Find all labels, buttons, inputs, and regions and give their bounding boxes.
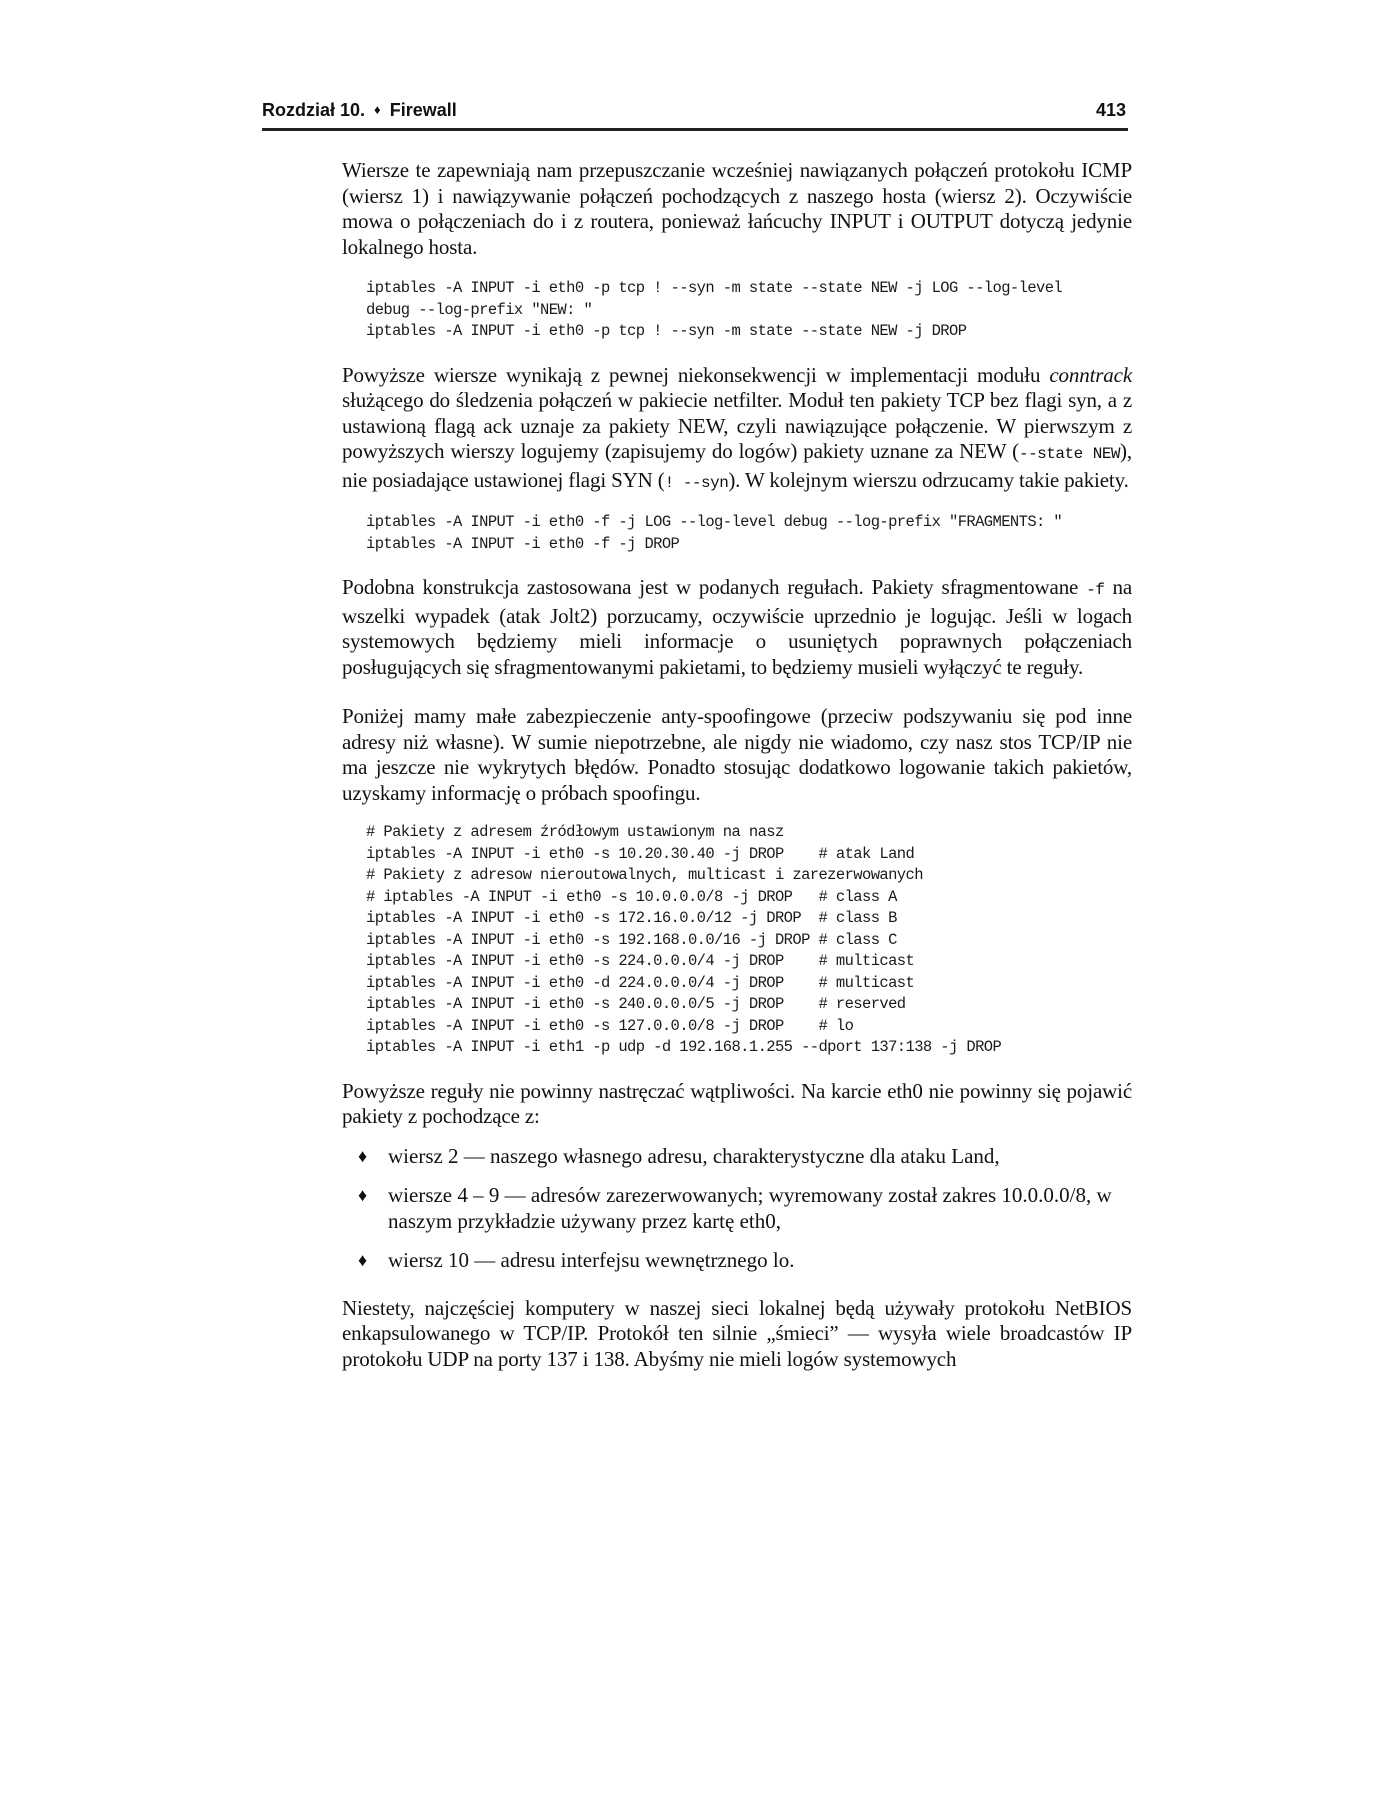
paragraph-2-text-c: ), nie posiadające ustawionej flagi SYN ( (342, 439, 1132, 492)
paragraph-2-text-a: Powyższe wiersze wynikają z pewnej niekonsekwencji w implementacji modułu (342, 362, 1050, 387)
paragraph-4: Poniżej mamy małe zabezpieczenie anty-spoofingowe (przeciw podszywaniu się pod inne adresy niż własne). W sumie niepotrzebne, ale nigdy nie wiadomo, czy nasz stos TCP/IP nie ma jeszcze nie wykrytych błędów. Ponadto stosując dodatkowo logowanie takich pakietów, uzyskamy informację o próbach spoofingu. (342, 704, 1132, 805)
paragraph-3 (342, 575, 1132, 680)
code-block-2: iptables -A INPUT -i eth0 -f -j LOG --log-level debug --log-prefix "FRAGMENTS: " iptables -A INPUT -i eth0 -f -j DROP (366, 513, 1063, 553)
bullet-list (342, 1144, 1132, 1274)
section-label: Firewall (389, 100, 457, 120)
list-item-text: wiersz 10 — adresu interfejsu wewnętrznego lo. (388, 1248, 795, 1272)
list-item-text: wiersz 2 — naszego własnego adresu, charakterystyczne dla ataku Land, (388, 1143, 1000, 1168)
page-header (262, 100, 1128, 131)
paragraph-2-text-d: ). W kolejnym wierszu odrzucamy takie pakiety. (728, 467, 1129, 492)
list-item (342, 1183, 1132, 1234)
paragraph-2-text-b: służącego do śledzenia połączeń w pakiecie netfilter. Moduł ten pakiety TCP bez flagi syn, a z ustawioną flagą ack uznaje za pakiety NEW, czyli nawiązujące połączenie. W pierwszym z powyższych wierszy logujemy (zapisujemy do logów) pakiety uznane za NEW ( (342, 388, 1132, 463)
list-item (342, 1144, 1132, 1170)
paragraph-6: Niestety, najczęściej komputery w naszej sieci lokalnej będą używały protokołu NetBIOS enkapsulowanego w TCP/IP. Protokół ten silnie „śmieci” — wysyła wiele broadcastów IP protokołu UDP na porty 137 i 138. Abyśmy nie mieli logów systemowych (342, 1295, 1132, 1371)
diamond-bullet-icon: ♦ (358, 1185, 368, 1205)
diamond-bullet-icon: ♦ (358, 1250, 368, 1270)
page-body (342, 158, 1132, 1372)
list-item (342, 1248, 1132, 1274)
paragraph-1: Wiersze te zapewniają nam przepuszczanie wcześniej nawiązanych połączeń protokołu ICMP (wiersz 1) i nawiązywanie połączeń pochodzących z naszego hosta (wiersz 2). Oczywiście mowa o połączeniach do i z routera, ponieważ łańcuchy INPUT i OUTPUT dotyczą jedynie lokalnego hosta. (342, 158, 1132, 259)
paragraph-2 (342, 363, 1132, 497)
paragraph-3-text-a: Podobna konstrukcja zastosowana jest w podanych regułach. Pakiety sfragmentowane (342, 575, 1087, 599)
diamond-bullet-icon: ♦ (358, 1145, 368, 1166)
conntrack-term: conntrack (1049, 362, 1132, 387)
inline-code-syn: ! --syn (664, 473, 729, 492)
chapter-label: Rozdział 10. (262, 100, 366, 120)
diamond-separator-icon: ♦ (374, 102, 381, 117)
inline-code-f: -f (1086, 581, 1105, 599)
paragraph-3-text-b: na wszelki wypadek (atak Jolt2) porzucamy, oczywiście uprzednio je logując. Jeśli w logach systemowych będziemy mieli informacje o usuniętych poprawnych połączeniach posługujących się sfragmentowanymi pakietami, to będziemy musieli wyłączyć te reguły. (342, 575, 1132, 679)
code-block-3: # Pakiety z adresem źródłowym ustawionym na nasz iptables -A INPUT -i eth0 -s 10.20.30.40 -j DROP # atak Land # Pakiety z adresow nieroutowalnych, multicast i zarezerwowanych # iptables -A INPUT -i eth0 -s 10.0.0.0/8 -j DROP # class A iptables -A INPUT -i eth0 -s 172.16.0.0/12 -j DROP # class B iptables -A INPUT -i eth0 -s 192.168.0.0/16 -j DROP # class C iptables -A INPUT -i eth0 -s 224.0.0.0/4 -j DROP # multicast iptables -A INPUT -i eth0 -d 224.0.0.0/4 -j DROP # multicast iptables -A INPUT -i eth0 -s 240.0.0.0/5 -j DROP # reserved iptables -A INPUT -i eth0 -s 127.0.0.0/8 -j DROP # lo iptables -A INPUT -i eth1 -p udp -d 192.168.1.255 --dport 137:138 -j DROP (366, 823, 1002, 1056)
page-number: 413 (1095, 100, 1126, 120)
running-head (262, 100, 457, 122)
inline-code-state-new: --state NEW (1018, 445, 1121, 463)
list-item-text: wiersze 4 – 9 — adresów zarezerwowanych; wyremowany został zakres 10.0.0.0/8, w naszym przykładzie używany przez kartę eth0, (388, 1183, 1112, 1233)
paragraph-5: Powyższe reguły nie powinny nastręczać wątpliwości. Na karcie eth0 nie powinny się pojawić pakiety z pochodzące z: (342, 1078, 1132, 1128)
code-block-1: iptables -A INPUT -i eth0 -p tcp ! --syn -m state --state NEW -j LOG --log-level debug --log-prefix "NEW: " iptables -A INPUT -i eth0 -p tcp ! --syn -m state --state NEW -j DROP (366, 279, 1063, 340)
